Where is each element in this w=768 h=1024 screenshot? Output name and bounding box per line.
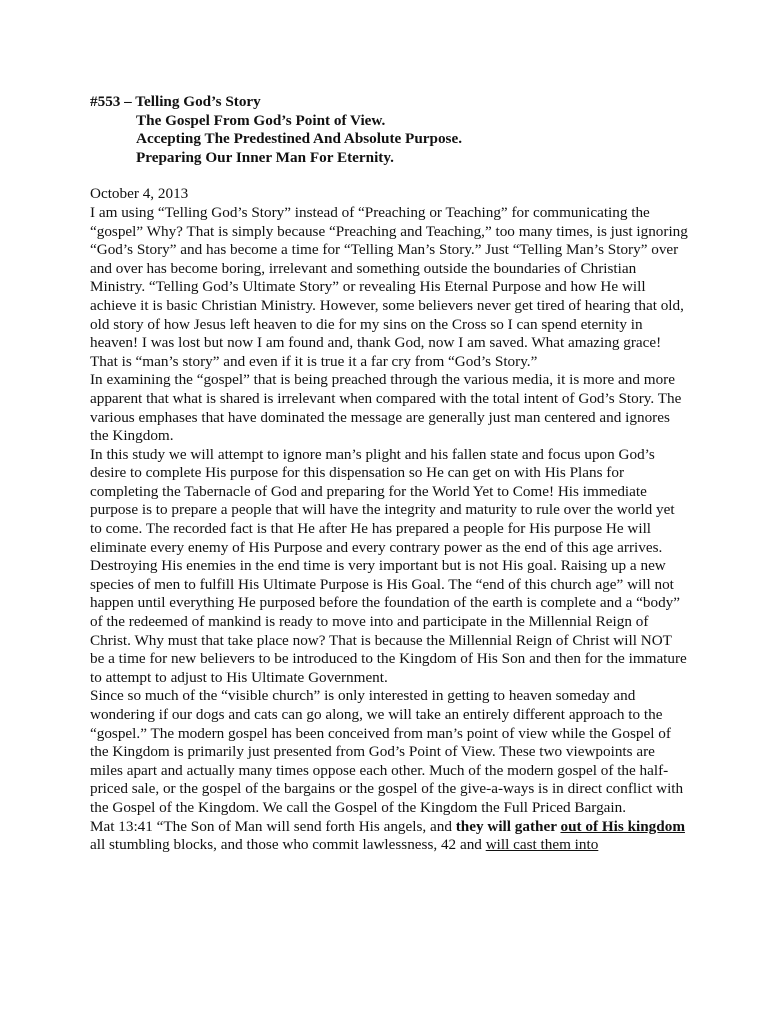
scripture-mid-text: all stumbling blocks, and those who commit lawlessness, 42 and — [90, 836, 486, 854]
document-heading — [90, 93, 688, 167]
document-subtitle-2: Accepting The Predestined And Absolute Purpose. — [136, 130, 462, 148]
scripture-bold-text: they will gather — [455, 817, 561, 835]
scripture-bold-underline-text: out of His kingdom — [560, 817, 685, 835]
body-paragraph-1: I am using “Telling God’s Story” instead of “Preaching or Teaching” for communicating the “gospel” Why? That is simply because “Preaching and Teaching,” too many times, is just ignoring “God’s Story” and has become a time for “Telling Man’s Story.” Just “Telling Man’s Story” over and over has become boring, irrelevant and something outside the boundaries of Christian Ministry. “Telling God’s Ultimate Story” or revealing His Eternal Purpose and how He will achieve it is basic Christian Ministry. However, some believers never get tired of hearing that old, old story of how Jesus left heaven to die for my sins on the Cross so I can spend eternity in heaven! I was lost but now I am found and, thank God, now I am saved. What amazing grace! That is “man’s story” and even if it is true it a far cry from “God’s Story.” — [90, 203, 688, 370]
body-paragraph-4: Since so much of the “visible church” is only interested in getting to heaven someday and wondering if our dogs and cats can go along, we will take an entirely different approach to the “gospel.” The modern gospel has been conceived from man’s point of view while the Gospel of the Kingdom is primarily just presented from God’s Point of View. These two viewpoints are miles apart and actually many times oppose each other. Much of the modern gospel of the half-priced sale, or the gospel of the bargains or the gospel of the give-a-ways is in direct conflict with the Gospel of the Kingdom. We call the Gospel of the Kingdom the Full Priced Bargain. — [90, 687, 684, 816]
scripture-quote — [90, 818, 688, 855]
document-subtitle-3: Preparing Our Inner Man For Eternity. — [136, 148, 394, 166]
scripture-lead-text: Mat 13:41 “The Son of Man will send forth His angels, and — [90, 817, 456, 835]
document-page — [90, 93, 688, 855]
document-title: #553 – Telling God’s Story — [90, 93, 261, 110]
body-paragraph-2: In examining the “gospel” that is being preached through the various media, it is more and more apparent that what is shared is irrelevant when compared with the total intent of God’s Story. The various emphases that have dominated the message are generally just man centered and ignores the Kingdom. — [90, 371, 682, 445]
document-subtitle-1: The Gospel From God’s Point of View. — [136, 111, 386, 129]
scripture-underline-text: will cast them into — [485, 836, 599, 854]
body-paragraph-3: In this study we will attempt to ignore man’s plight and his fallen state and focus upon God’s desire to complete His purpose for this dispensation so He can get on with His Plans for completing the Tabernacle of God and preparing for the World Yet to Come! His immediate purpose is to prepare a people that will have the integrity and maturity to rule over the world yet to come. The recorded fact is that He after He has prepared a people for His purpose He will eliminate every enemy of His Purpose and every contrary power as the end of this age arrives. Destroying His enemies in the end time is very important but is not His goal. Raising up a new species of men to fulfill His Ultimate Purpose is His Goal. The “end of this church age” will not happen until everything He purposed before the foundation of the earth is complete and a “body” of the redeemed of mankind is ready to move into and participate in the Millennial Reign of Christ. Why must that take place now? That is because the Millennial Reign of Christ will NOT be a time for new believers to be introduced to the Kingdom of His Son and then for the immature to attempt to adjust to His Ultimate Government. — [90, 445, 687, 686]
document-date: October 4, 2013 — [90, 185, 189, 203]
